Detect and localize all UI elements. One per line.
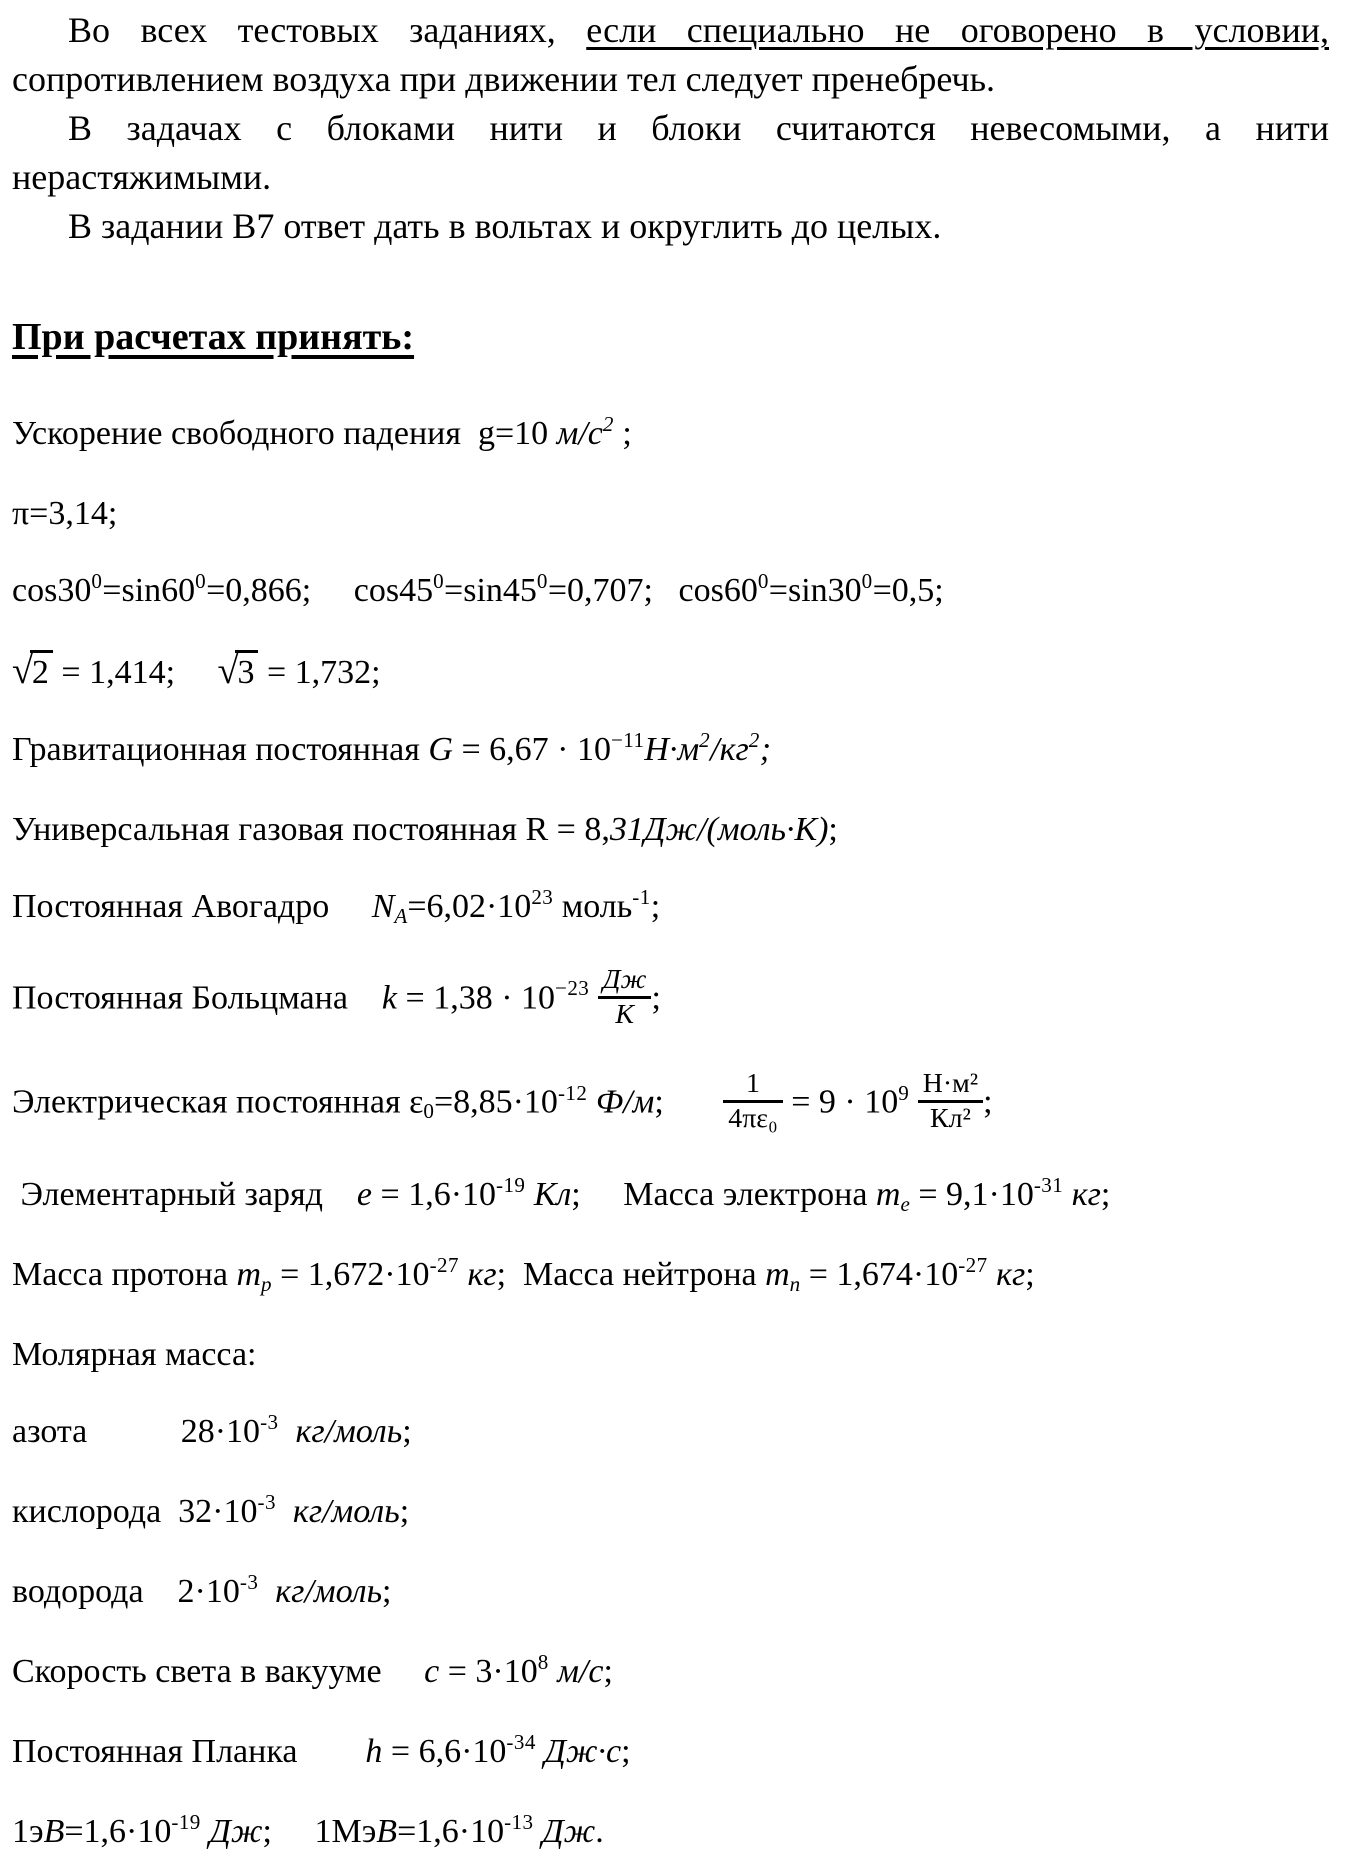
text-segment: n xyxy=(789,1272,801,1297)
text-segment: Электрическая постоянная ε xyxy=(12,1083,424,1121)
fraction-numerator: 1 xyxy=(723,1069,782,1103)
text-segment: Гравитационная постоянная xyxy=(12,731,429,768)
text-segment: −23 xyxy=(555,976,590,1001)
text-segment: моль xyxy=(553,888,633,925)
text-segment: 0 xyxy=(195,568,207,593)
intro-paragraph xyxy=(12,6,1329,104)
text-segment: m xyxy=(875,1176,901,1214)
text-segment: если специально не оговорено в условии, xyxy=(586,10,1329,50)
text-segment: -19 xyxy=(496,1173,526,1198)
text-segment: ; xyxy=(983,1083,993,1121)
text-segment: Постоянная Планка xyxy=(12,1733,366,1771)
text-segment: ; 1Мэ xyxy=(262,1813,377,1851)
text-segment: Дж xyxy=(541,1813,596,1851)
text-segment: ; xyxy=(828,811,838,848)
text-segment: Ускорение свободного падения g=10 xyxy=(12,415,557,452)
text-segment xyxy=(589,979,598,1016)
text-segment: В задачах с блоками нити и блоки считаются невесомыми, а нити нерастяжимыми. xyxy=(12,108,1329,197)
fraction xyxy=(918,1069,983,1134)
text-segment: ; Масса нейтрона xyxy=(496,1256,766,1294)
radical-expression xyxy=(12,650,53,692)
text-segment: ; xyxy=(621,1733,631,1771)
constant-line xyxy=(12,1490,1329,1534)
text-segment: -13 xyxy=(504,1810,534,1835)
text-segment: =1,6·10 xyxy=(397,1813,505,1851)
text-segment: =0,866; xyxy=(206,572,354,609)
constant-line xyxy=(12,1410,1329,1454)
text-segment: кг xyxy=(996,1256,1026,1294)
text-segment: A xyxy=(394,903,408,928)
text-segment: ; xyxy=(650,888,661,925)
text-segment: ; xyxy=(402,1413,412,1451)
constant-line xyxy=(12,411,1329,456)
text-segment: 1э xyxy=(12,1813,44,1851)
intro-paragraph xyxy=(12,202,1329,251)
text-segment: = 1,732; xyxy=(258,654,381,691)
intro-section xyxy=(12,6,1329,251)
text-segment: В xyxy=(43,1813,65,1851)
radical-sign-icon: √ xyxy=(12,650,33,692)
fraction-denominator: 4πε₀ xyxy=(728,1102,778,1134)
text-segment: Элементарный заряд xyxy=(12,1176,357,1214)
text-segment xyxy=(258,1573,275,1610)
text-segment: ; Масса электрона xyxy=(571,1176,876,1214)
fraction-denominator: Кл² xyxy=(929,1102,971,1134)
constant-line xyxy=(12,1810,1329,1854)
text-segment: с xyxy=(424,1653,440,1691)
radical-expression xyxy=(217,650,259,692)
text-segment: 0 xyxy=(861,568,873,593)
text-segment: p xyxy=(261,1272,272,1297)
text-segment: =0,5; xyxy=(872,572,944,609)
text-segment: Н·м xyxy=(644,731,700,768)
text-segment: 2 xyxy=(699,727,711,752)
constant-line xyxy=(12,1253,1329,1297)
text-segment: . xyxy=(595,1813,604,1851)
text-segment: -3 xyxy=(260,1410,279,1435)
text-segment: В xyxy=(376,1813,398,1851)
text-segment: кислорода 32·10 xyxy=(12,1493,258,1531)
text-segment: -27 xyxy=(429,1253,459,1278)
text-segment: Ф/м xyxy=(595,1083,655,1121)
text-segment: =6,02·10 xyxy=(407,888,532,925)
text-segment: h xyxy=(365,1733,383,1771)
text-segment xyxy=(201,1813,210,1850)
text-segment: ; xyxy=(382,1573,392,1611)
text-segment: ; xyxy=(1100,1176,1111,1214)
text-segment: 0 xyxy=(433,568,445,593)
text-segment: Во всех тестовых заданиях, xyxy=(68,10,587,50)
text-segment xyxy=(278,1413,295,1450)
constant-line xyxy=(12,884,1329,929)
text-segment: cos60 xyxy=(678,572,758,609)
intro-paragraph xyxy=(12,104,1329,202)
text-segment: Скорость света в вакууме xyxy=(12,1653,425,1691)
text-segment: = 1,674·10 xyxy=(800,1256,959,1294)
constant-line xyxy=(12,1570,1329,1614)
text-segment: /кг xyxy=(710,731,749,768)
text-segment: = 6,6·10 xyxy=(382,1733,507,1771)
text-segment: -27 xyxy=(958,1253,988,1278)
text-segment: водорода 2·10 xyxy=(12,1573,240,1611)
text-segment: 8 xyxy=(537,1650,549,1675)
text-segment xyxy=(1063,1176,1072,1213)
text-segment xyxy=(549,1653,558,1690)
text-segment: кг xyxy=(467,1256,497,1294)
text-segment: Масса протона xyxy=(12,1256,237,1294)
text-segment: -3 xyxy=(257,1490,276,1515)
text-segment: Универсальная газовая постоянная R = 8, xyxy=(12,811,610,848)
text-segment: е xyxy=(356,1176,373,1214)
radical-sign-icon: √ xyxy=(217,650,239,692)
text-segment: Молярная масса: xyxy=(12,1336,257,1374)
text-segment: кг xyxy=(1071,1176,1101,1214)
text-segment: =0,707; xyxy=(547,572,679,609)
text-segment: = 9,1·10 xyxy=(909,1176,1034,1214)
text-segment: cos45 xyxy=(353,572,434,609)
text-segment: =sin30 xyxy=(768,572,862,609)
text-segment: 23 xyxy=(531,884,554,909)
text-segment: кг/моль xyxy=(295,1413,403,1451)
text-segment: ; xyxy=(651,979,661,1017)
text-segment xyxy=(587,1084,596,1121)
constant-line xyxy=(12,963,1329,1033)
text-segment: ; xyxy=(1025,1256,1035,1294)
text-segment: ; xyxy=(603,1653,613,1691)
fraction xyxy=(723,1069,782,1134)
text-segment: = 1,414; xyxy=(52,654,218,691)
text-segment: = 6,67 · 10 xyxy=(452,731,611,768)
text-segment: 0 xyxy=(757,568,769,593)
text-segment: м/с xyxy=(557,1653,604,1691)
fraction-numerator: Н·м² xyxy=(918,1069,983,1103)
text-segment: -3 xyxy=(239,1570,259,1595)
text-segment: k xyxy=(381,979,398,1017)
text-segment: ; xyxy=(399,1493,410,1531)
text-segment: ; xyxy=(654,1083,724,1121)
text-segment: м/с xyxy=(556,415,603,452)
constant-line xyxy=(12,652,1329,692)
text-segment: =sin60 xyxy=(102,572,196,609)
text-segment: азота 28·10 xyxy=(12,1413,261,1451)
text-segment: кг/моль xyxy=(292,1493,400,1531)
constant-line xyxy=(12,1336,1329,1374)
text-segment: = 1,6·10 xyxy=(372,1176,497,1214)
text-segment: −11 xyxy=(610,727,645,752)
section-heading: При расчетах принять: xyxy=(12,316,415,358)
text-segment: e xyxy=(900,1192,910,1217)
text-segment xyxy=(988,1256,997,1293)
text-segment: сопротивлением воздуха при движении тел следует пренебречь. xyxy=(12,59,996,99)
text-segment: Дж xyxy=(209,1813,263,1851)
text-segment: = 9 · 10 xyxy=(782,1083,899,1121)
text-segment: Постоянная Больцмана xyxy=(12,979,382,1017)
text-segment: =1,6·10 xyxy=(64,1813,172,1851)
text-segment: 9 xyxy=(898,1080,910,1105)
text-segment: = 1,672·10 xyxy=(271,1256,430,1294)
text-segment: m xyxy=(236,1256,262,1294)
text-segment: кг/моль xyxy=(275,1573,383,1611)
text-segment: 2 xyxy=(602,411,614,436)
constant-line xyxy=(12,727,1329,772)
text-segment: -1 xyxy=(632,884,651,909)
text-segment: -12 xyxy=(557,1080,588,1105)
text-segment xyxy=(525,1176,534,1213)
fraction xyxy=(598,965,652,1030)
text-segment xyxy=(533,1813,542,1850)
text-segment: cos30 xyxy=(12,572,92,609)
text-segment: π=3,14; xyxy=(12,495,118,532)
text-segment: 0 xyxy=(423,1099,434,1124)
text-segment: = 1,38 · 10 xyxy=(397,979,556,1017)
constant-line xyxy=(12,811,1329,849)
constant-line xyxy=(12,1067,1329,1137)
text-segment: 0 xyxy=(91,568,103,593)
text-segment xyxy=(909,1084,918,1121)
text-segment: -19 xyxy=(171,1810,201,1835)
text-segment: В задании В7 ответ дать в вольтах и округлить до целых. xyxy=(68,206,942,246)
constant-line xyxy=(12,1173,1329,1217)
fraction-denominator: К xyxy=(615,998,634,1030)
radicand: 3 xyxy=(235,650,258,691)
text-segment: -31 xyxy=(1033,1173,1064,1198)
text-segment: ; xyxy=(613,415,632,452)
text-segment: =8,85·10 xyxy=(433,1083,558,1121)
text-segment: = 3·10 xyxy=(439,1653,538,1691)
text-segment: 0 xyxy=(536,568,548,593)
text-segment: 31Дж/(моль·К) xyxy=(609,811,829,848)
constant-line xyxy=(12,568,1329,613)
text-segment: Дж·с xyxy=(544,1733,622,1771)
text-segment xyxy=(276,1493,293,1530)
constants-section xyxy=(12,411,1329,1854)
constant-line xyxy=(12,1730,1329,1774)
radicand: 2 xyxy=(30,650,53,691)
text-segment: 2 xyxy=(748,727,760,752)
text-segment: Постоянная Авогадро xyxy=(12,888,372,925)
text-segment: G xyxy=(428,731,453,768)
text-segment: -34 xyxy=(506,1730,536,1755)
constant-line xyxy=(12,1650,1329,1694)
fraction-numerator: Дж xyxy=(598,965,652,999)
text-segment: ; xyxy=(759,731,772,768)
text-segment: N xyxy=(371,888,395,925)
text-segment: m xyxy=(765,1256,790,1294)
text-segment: Кл xyxy=(533,1176,572,1214)
text-segment: =sin45 xyxy=(444,572,537,609)
constant-line xyxy=(12,495,1329,533)
